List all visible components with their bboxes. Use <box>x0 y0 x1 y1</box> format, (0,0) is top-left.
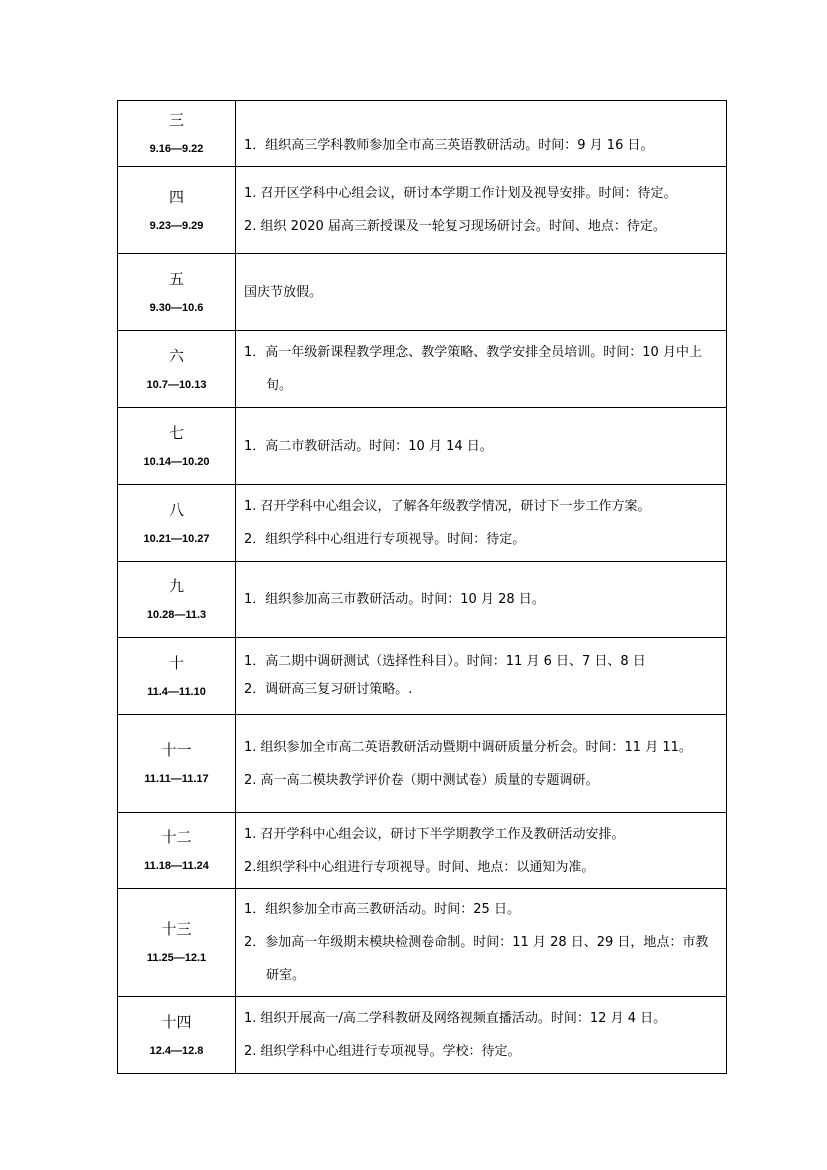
list-item: 1．组织参加全市高三教研活动。时间：25 日。 <box>244 902 520 917</box>
table-row <box>118 167 727 254</box>
items-cell <box>236 997 727 1074</box>
week-dates: 11.18—11.24 <box>144 860 209 872</box>
week-cell <box>118 167 236 254</box>
week-number: 十一 <box>161 741 192 759</box>
week-dates: 10.21—10.27 <box>143 532 210 545</box>
list-item: 2. 组织 2020 届高三新授课及一轮复习现场研讨会。时间、地点：待定。 <box>244 219 666 234</box>
table-row <box>118 562 727 638</box>
week-number: 九 <box>168 577 184 595</box>
week-dates: 9.30—10.6 <box>149 301 204 314</box>
week-dates: 10.28—11.3 <box>146 609 207 621</box>
list-item: 2. 组织学科中心组进行专项视导。学校：待定。 <box>244 1044 521 1059</box>
items-cell <box>236 167 727 254</box>
week-cell <box>118 408 236 485</box>
table-row <box>118 254 727 331</box>
table-row <box>118 715 727 813</box>
week-number: 四 <box>168 187 184 206</box>
items-cell <box>236 715 727 813</box>
items-cell <box>236 408 727 485</box>
list-item: 1. 召开区学科中心组会议，研讨本学期工作计划及视导安排。时间：待定。 <box>244 186 677 201</box>
week-dates: 9.16—9.22 <box>149 143 204 155</box>
table-row <box>118 997 727 1074</box>
week-number: 十三 <box>161 920 192 938</box>
items-cell <box>236 254 727 331</box>
week-number: 六 <box>168 346 184 365</box>
list-item: 1．高一年级新课程教学理念、教学策略、教学安排全员培训。时间：10 月中上旬。 <box>244 345 702 393</box>
week-number: 八 <box>168 500 184 519</box>
list-item: 1．组织参加高三市教研活动。时间：10 月 28 日。 <box>244 592 545 607</box>
week-number: 三 <box>168 111 184 129</box>
week-dates: 10.14—10.20 <box>143 455 210 468</box>
week-number: 五 <box>168 269 184 288</box>
week-dates: 11.4—11.10 <box>147 685 206 698</box>
week-cell <box>118 101 236 167</box>
week-dates: 11.11—11.17 <box>144 773 209 785</box>
table-row <box>118 408 727 485</box>
week-dates: 9.23—9.29 <box>149 219 204 232</box>
week-cell <box>118 889 236 997</box>
week-dates: 12.4—12.8 <box>149 1044 204 1057</box>
week-dates: 11.25—12.1 <box>146 952 207 964</box>
list-item: 1. 召开学科中心组会议，研讨下半学期教学工作及教研活动安排。 <box>244 826 625 842</box>
list-item: 1．高二市教研活动。时间：10 月 14 日。 <box>244 438 493 454</box>
items-cell <box>236 813 727 889</box>
week-cell <box>118 254 236 331</box>
week-number: 十四 <box>161 1012 192 1031</box>
week-cell <box>118 638 236 715</box>
table-row <box>118 638 727 715</box>
week-cell <box>118 331 236 408</box>
list-item: 1. 组织开展高一/高二学科教研及网络视频直播活动。时间：12 月 4 日。 <box>244 1011 667 1026</box>
list-item: 1．高二期中调研测试（选择性科目）。时间：11 月 6 日、7 日、8 日 <box>244 654 646 669</box>
table-row <box>118 889 727 997</box>
list-item: 2．组织学科中心组进行专项视导。时间：待定。 <box>244 532 526 547</box>
week-cell <box>118 562 236 638</box>
week-cell <box>118 997 236 1074</box>
list-item: 2．调研高三复习研讨策略。. <box>244 682 413 697</box>
items-cell <box>236 331 727 408</box>
table-row <box>118 813 727 889</box>
list-item: 2. 高一高二模块教学评价卷（期中测试卷）质量的专题调研。 <box>244 772 599 788</box>
list-item: 1．组织高三学科教师参加全市高三英语教研活动。时间：9 月 16 日。 <box>244 138 654 153</box>
week-cell <box>118 485 236 562</box>
week-cell <box>118 715 236 813</box>
list-item: 国庆节放假。 <box>244 284 323 300</box>
items-cell <box>236 638 727 715</box>
items-cell <box>236 485 727 562</box>
list-item: 1. 召开学科中心组会议，了解各年级教学情况，研讨下一步工作方案。 <box>244 499 651 514</box>
week-number: 十 <box>168 653 184 672</box>
week-number: 十二 <box>161 828 192 846</box>
list-item: 2．参加高一年级期末模块检测卷命制。时间：11 月 28 日、29 日，地点：市教研室。 <box>244 935 709 983</box>
table-row <box>118 331 727 408</box>
week-number: 七 <box>168 423 184 442</box>
items-cell <box>236 889 727 997</box>
list-item: 2.组织学科中心组进行专项视导。时间、地点：以通知为准。 <box>244 859 595 875</box>
table-row <box>118 101 727 167</box>
items-cell <box>236 562 727 638</box>
table-row <box>118 485 727 562</box>
list-item: 1. 组织参加全市高二英语教研活动暨期中调研质量分析会。时间：11 月 11。 <box>244 739 692 755</box>
week-cell <box>118 813 236 889</box>
items-cell <box>236 101 727 167</box>
weekly-schedule-table <box>117 100 727 1074</box>
week-dates: 10.7—10.13 <box>146 378 207 391</box>
